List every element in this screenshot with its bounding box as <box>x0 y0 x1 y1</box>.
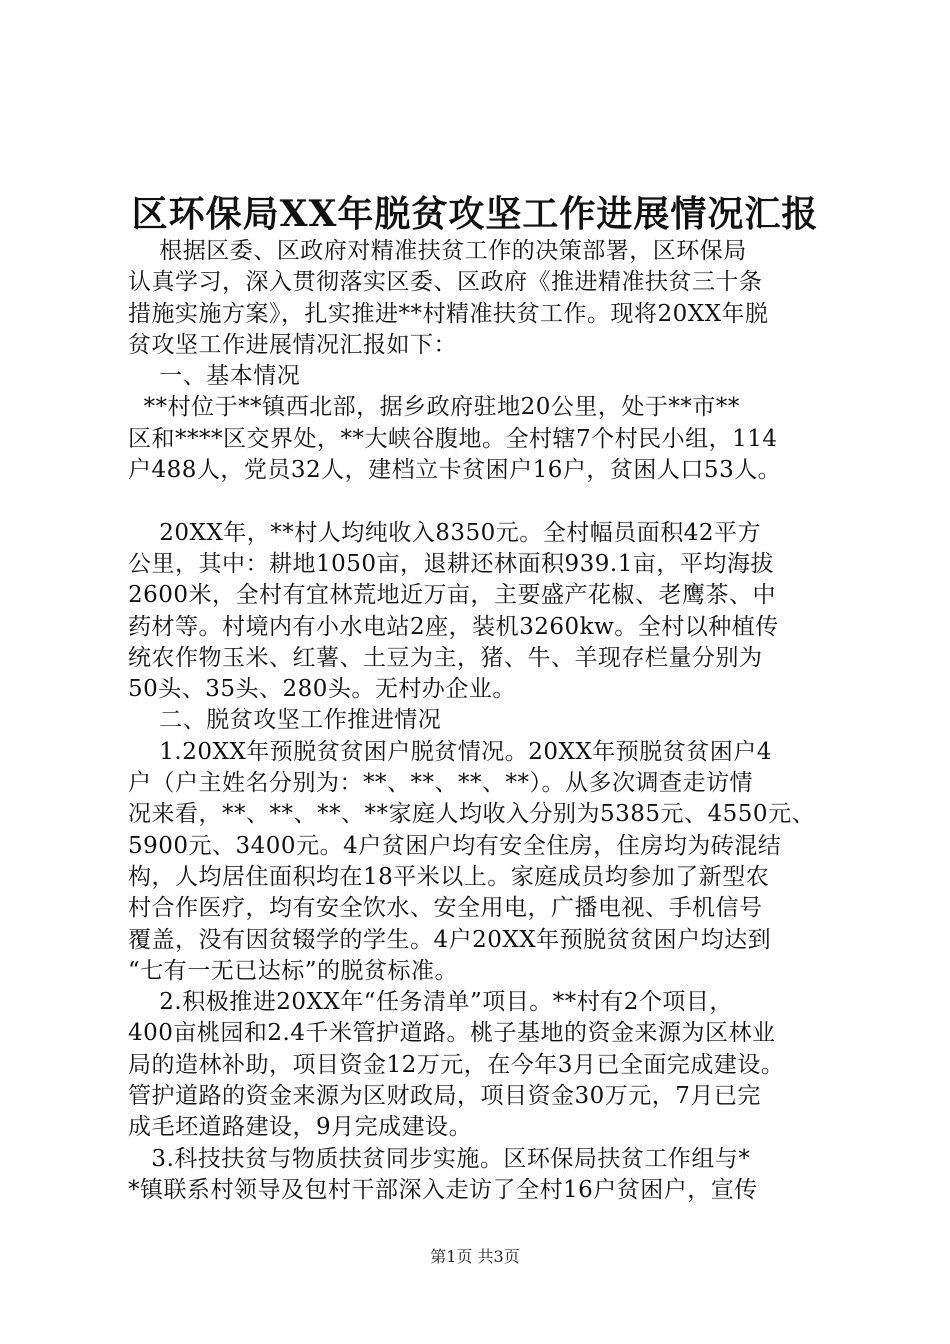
body-line: 2.积极推进20XX年“任务清单”项目。**村有2个项目， <box>128 989 733 1016</box>
body-line: 措施实施方案》，扎实推进**村精准扶贫工作。现将20XX年脱 <box>128 300 769 327</box>
body-line: **村位于**镇西北部，据乡政府驻地20公里，处于**市** <box>128 394 740 421</box>
body-line: 400亩桃园和2.4千米管护道路。桃子基地的资金来源为区林业 <box>128 1020 776 1047</box>
body-line: 况来看，**、**、**、**家庭人均收入分别为5385元、4550元、 <box>128 801 816 828</box>
body-line: 20XX年，**村人均纯收入8350元。全村幅员面积42平方 <box>128 519 762 546</box>
body-line: 村合作医疗，均有安全饮水、安全用电，广播电视、手机信号 <box>128 895 763 922</box>
body-line: 区和****区交界处，**大峡谷腹地。全村辖7个村民小组，114 <box>128 425 778 452</box>
body-line: 1.20XX年预脱贫贫困户脱贫情况。20XX年预脱贫贫困户4 <box>128 738 772 765</box>
document-body <box>128 236 833 1206</box>
page-footer: 第1页 共3页 <box>430 1247 520 1266</box>
body-line: 管护道路的资金来源为区财政局，项目资金30万元，7月已完 <box>128 1083 761 1110</box>
body-line: 公里，其中：耕地1050亩，退耕还林面积939.1亩，平均海拔 <box>128 550 774 577</box>
body-line: 50头、35头、280头。无村办企业。 <box>128 676 516 703</box>
body-line: 构，人均居住面积均在18平米以上。家庭成员均参加了新型农 <box>128 863 770 890</box>
body-line: 认真学习，深入贯彻落实区委、区政府《推进精准扶贫三十条 <box>128 269 763 296</box>
body-line: 贫攻坚工作进展情况汇报如下： <box>128 331 457 358</box>
body-line: 2600米，全村有宜林荒地近万亩，主要盛产花椒、老鹰茶、中 <box>128 582 777 609</box>
body-line: 局的造林补助，项目资金12万元，在今年3月已全面完成建设。 <box>128 1051 785 1078</box>
body-line: 3.科技扶贫与物质扶贫同步实施。区环保局扶贫工作组与* <box>128 1145 751 1172</box>
body-line: “七有一无已达标”的脱贫标准。 <box>128 957 459 984</box>
body-line: 药材等。村境内有小水电站2座，装机3260kw。全村以种植传 <box>128 613 779 640</box>
body-line: 户（户主姓名分别为：**、**、**、**）。从多次调查走访情 <box>128 770 753 797</box>
body-line: 一、基本情况 <box>128 363 301 390</box>
body-line: 成毛坯道路建设，9月完成建设。 <box>128 1114 473 1141</box>
body-line: *镇联系村领导及包村干部深入走访了全村16户贫困户，宣传 <box>128 1176 758 1203</box>
body-line: 5900元、3400元。4户贫困户均有安全住房，住房均为砖混结 <box>128 832 782 859</box>
body-line: 覆盖，没有因贫辍学的学生。4户20XX年预脱贫贫困户均达到 <box>128 926 772 953</box>
blank-line <box>128 486 833 517</box>
body-line: 统农作物玉米、红薯、土豆为主，猪、牛、羊现存栏量分别为 <box>128 644 763 671</box>
document-title: 区环保局XX年脱贫攻坚工作进展情况汇报 <box>131 193 819 235</box>
body-line: 二、脱贫攻坚工作推进情况 <box>128 707 442 734</box>
body-line: 根据区委、区政府对精准扶贫工作的决策部署，区环保局 <box>128 238 747 264</box>
body-line: 户488人，党员32人，建档立卡贫困户16户，贫困人口53人。 <box>128 457 782 484</box>
